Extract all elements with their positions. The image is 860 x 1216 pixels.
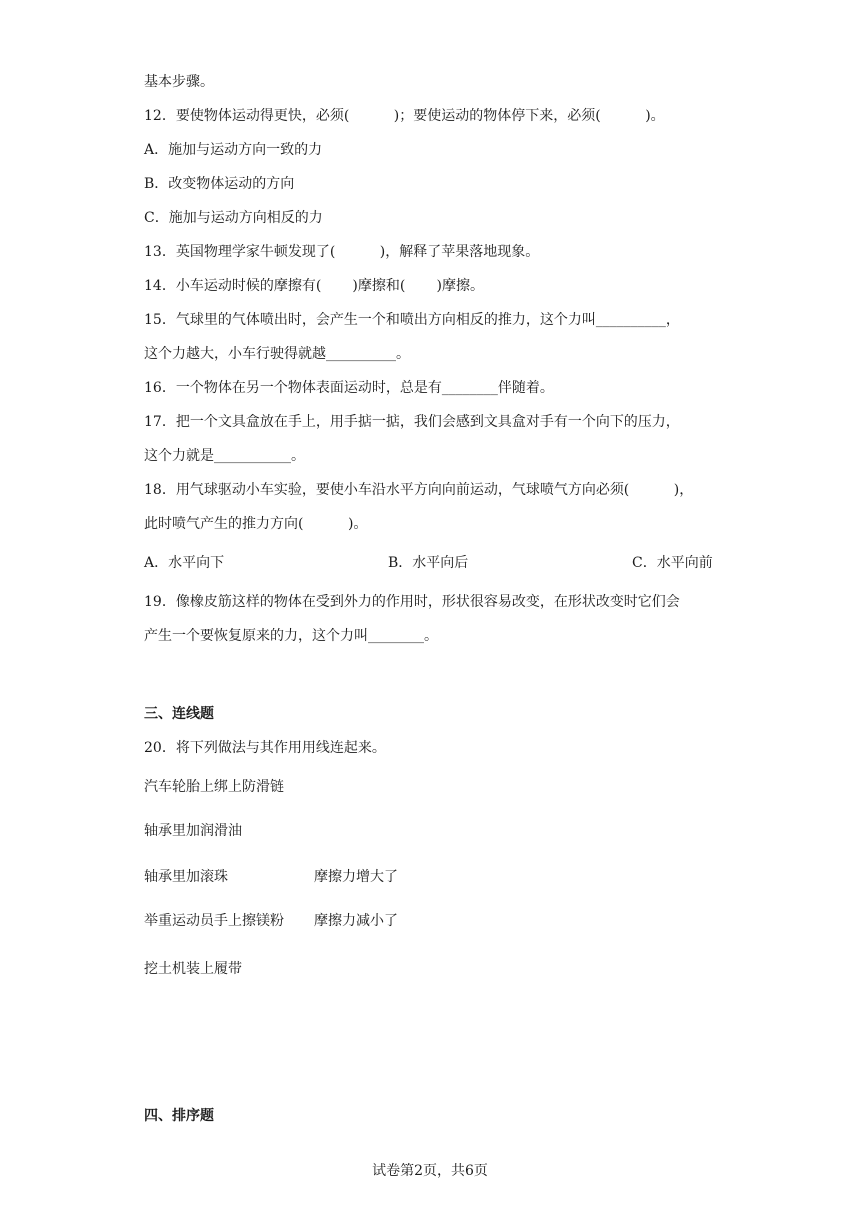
question-18-line-1: 18．用气球驱动小车实验，要使小车沿水平方向向前运动，气球喷气方向必须( )，	[144, 482, 694, 498]
question-17-line-2: 这个力就是___________。	[144, 448, 305, 464]
question-19-line-2: 产生一个要恢复原来的力，这个力叫________。	[144, 628, 438, 644]
question-12-option-c: C．施加与运动方向相反的力	[144, 210, 323, 226]
question-19-line-1: 19．像橡皮筋这样的物体在受到外力的作用时，形状很容易改变，在形状改变时它们会	[144, 594, 680, 610]
matching-right-item: 摩擦力减小了	[314, 913, 398, 929]
page-footer: 试卷第2页，共6页	[372, 1163, 488, 1179]
question-18-option-b: B．水平向后	[388, 555, 469, 571]
question-17-line-1: 17．把一个文具盒放在手上，用手掂一掂，我们会感到文具盒对手有一个向下的压力，	[144, 414, 680, 430]
question-18-option-a: A．水平向下	[144, 555, 225, 571]
matching-left-item: 轴承里加滚珠	[144, 869, 228, 885]
matching-left-item: 轴承里加润滑油	[144, 823, 242, 839]
question-15-line-2: 这个力越大，小车行驶得就越__________。	[144, 346, 410, 362]
section-4-heading: 四、排序题	[144, 1108, 214, 1124]
matching-left-item: 汽车轮胎上绑上防滑链	[144, 779, 284, 795]
section-3-heading: 三、连线题	[144, 706, 214, 722]
question-15-line-1: 15．气球里的气体喷出时，会产生一个和喷出方向相反的推力，这个力叫__________，	[144, 312, 680, 328]
question-18-line-2: 此时喷气产生的推力方向( )。	[144, 516, 368, 532]
matching-left-item: 举重运动员手上擦镁粉	[144, 913, 284, 929]
question-20: 20．将下列做法与其作用用线连起来。	[144, 740, 386, 756]
question-12-option-a: A．施加与运动方向一致的力	[144, 142, 323, 158]
question-16: 16．一个物体在另一个物体表面运动时，总是有________伴随着。	[144, 380, 554, 396]
question-18-option-c: C．水平向前	[632, 555, 713, 571]
line-basic-steps: 基本步骤。	[144, 74, 214, 90]
question-14: 14．小车运动时候的摩擦有( )摩擦和( )摩擦。	[144, 278, 484, 294]
matching-left-item: 挖土机装上履带	[144, 961, 242, 977]
question-13: 13．英国物理学家牛顿发现了( )，解释了苹果落地现象。	[144, 244, 540, 260]
question-12-option-b: B．改变物体运动的方向	[144, 176, 295, 192]
question-12: 12．要使物体运动得更快，必须( )；要使运动的物体停下来，必须( )。	[144, 108, 665, 124]
matching-right-item: 摩擦力增大了	[314, 869, 398, 885]
